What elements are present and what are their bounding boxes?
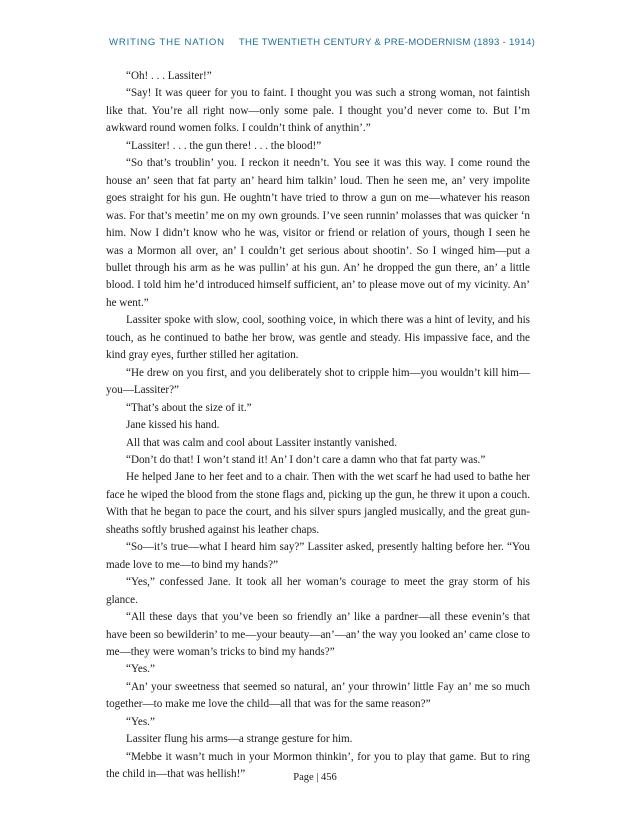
header-title: THE TWENTIETH CENTURY & PRE-MODERNISM (1893 - 1914) [238, 37, 536, 48]
body-text [106, 68, 530, 784]
paragraph: “Yes.” [126, 663, 155, 676]
paragraph: “So—it’s true—what I heard him say?” Lassiter asked, presently halting before her. “You made love to me—to bind my hands?” [106, 541, 530, 571]
paragraph: “Yes.” [126, 715, 155, 728]
paragraph: All that was calm and cool about Lassiter instantly vanished. [126, 436, 398, 449]
header-section: WRITING THE NATION [109, 37, 225, 48]
page-number: Page | 456 [293, 772, 337, 783]
paragraph: Lassiter flung his arms—a strange gesture for him. [126, 733, 353, 746]
paragraph: Lassiter spoke with slow, cool, soothing voice, in which there was a hint of levity, and his touch, as he continued to bathe her brow, was gentle and steady. His impassive face, and the kind gray eyes, further stilled her agitation. [106, 314, 530, 362]
paragraph: “All these days that you’ve been so friendly an’ like a pardner—all these evenin’s that have been so bewilderin’ to me—your beauty—an’—an’ the way you looked an’ came close to me—they were woman’s tricks to bind my hands?” [106, 611, 530, 658]
running-header [109, 37, 549, 48]
paragraph: “That’s about the size of it.” [126, 401, 252, 414]
paragraph: “Oh! . . . Lassiter!” [126, 70, 212, 82]
paragraph: “So that’s troublin’ you. I reckon it needn’t. You see it was this way. I come round the house an’ seen that fat party an’ heard him talkin’ loud. Then he seen me, an’ very impolite goes straight for his gun. He oughtn’t have tried to throw a gun on me—whatever his reason was. For that’s meetin’ me on my own grounds. I’ve seen runnin’ molasses that was quicker ‘n him. Now I didn’t know who he was, visitor or friend or relation of yours, though I seen he was a Mormon all over, an’ I couldn’t get serious about shootin’. So I winged him—put a bullet through his arm as he was pullin’ at his gun. An’ he dropped the gun there, an’ a little blood. I told him he’d introduced himself sufficient, an’ to please move out of my vicinity. An’ he went.” [106, 157, 530, 309]
paragraph: He helped Jane to her feet and to a chair. Then with the wet scarf he had used to bathe her face he wiped the blood from the stone flags and, picking up the gun, he threw it upon a couch. With that he began to pace the court, and his silver spurs jangled musically, and the great gun-sheaths softly brushed against his leather chaps. [106, 471, 530, 536]
paragraph: “Say! It was queer for you to faint. I thought you was such a strong woman, not faintish like that. You’re all right now—only some pale. I thought you’d never come to. But I’m awkward round women folks. I couldn’t think of anythin’.” [106, 87, 530, 135]
paragraph: “Don’t do that! I won’t stand it! An’ I don’t care a damn who that fat party was.” [126, 453, 486, 466]
paragraph: “He drew on you first, and you deliberately shot to cripple him—you wouldn’t kill him—you—Lassiter?” [106, 366, 530, 397]
paragraph: “Lassiter! . . . the gun there! . . . the blood!” [126, 139, 322, 152]
paragraph: Jane kissed his hand. [126, 419, 220, 432]
paragraph: “An’ your sweetness that seemed so natural, an’ your throwin’ little Fay an’ me so much together—to make me love the child—all that was for the same reason?” [106, 680, 530, 711]
paragraph: “Mebbe it wasn’t much in your Mormon thinkin’, for you to play that game. But to ring the child in—that was hellish!” [106, 750, 530, 781]
paragraph: “Yes,” confessed Jane. It took all her woman’s courage to meet the gray storm of his glance. [106, 576, 530, 606]
